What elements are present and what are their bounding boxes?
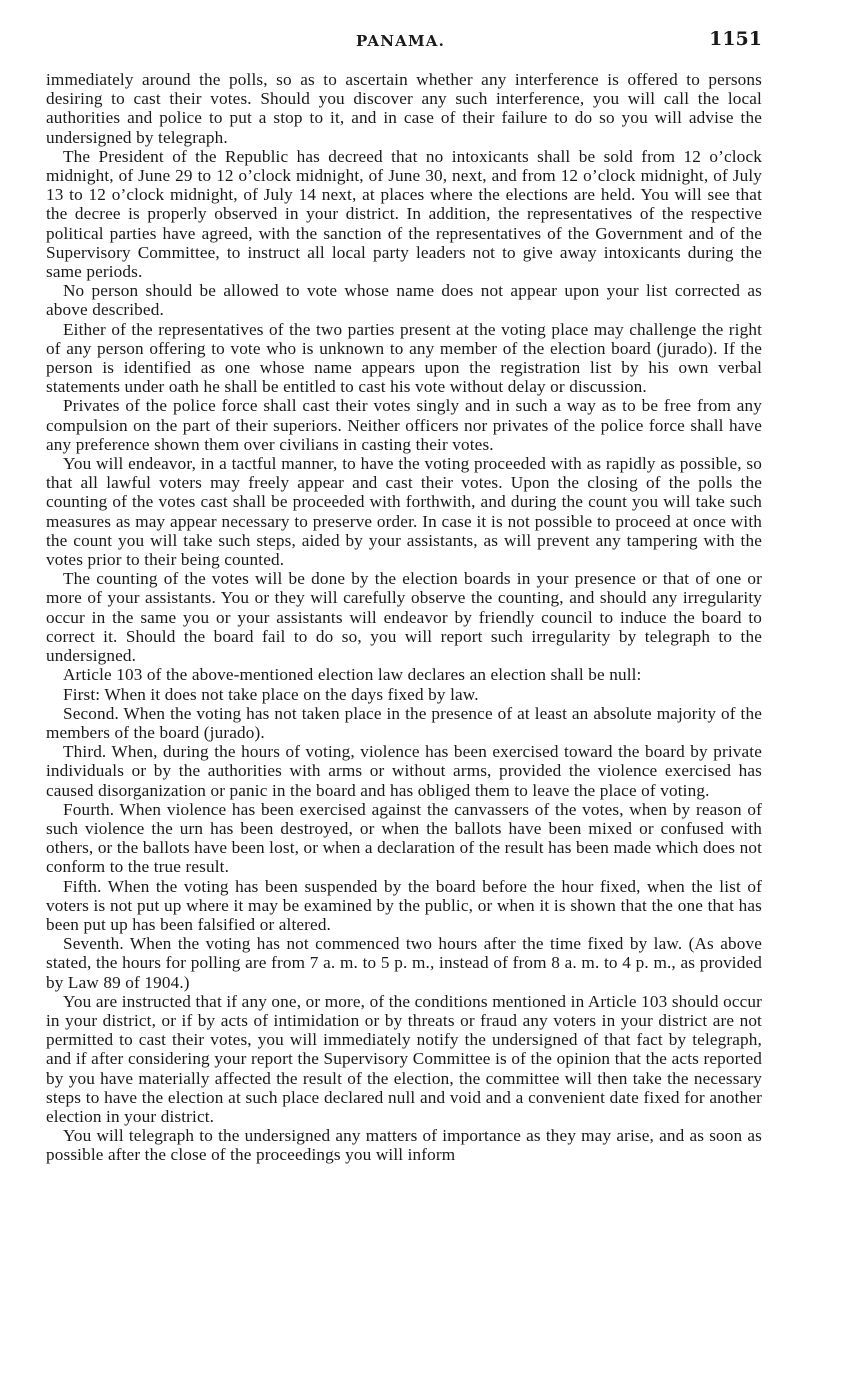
paragraph-fifth: Fifth. When the voting has been suspended by the board before the hour fixed, when the list of voters is not put up where it may be examined by the public, or when it is shown that the one that has been put up has been falsified or altered. (46, 876, 762, 934)
paragraph-intoxicants: The President of the Republic has decreed that no intoxicants shall be sold from 12 o’clock midnight, of June 29 to 12 o’clock midnight, of June 30, next, and from 12 o’clock midnight, of July 13 to 12 o’clock midnight, of July 14 next, at places where the elections are held. You will see that the decree is properly observed in your district. In addition, the representatives of the respective political parties have agreed, with the sanction of the representatives of the Government and of the Supervisory Committee, to instruct all local party leaders not to give away intoxicants during the same periods. (46, 146, 762, 282)
paragraph-telegraph: You will telegraph to the undersigned any matters of importance as they may arise, and as soon as possible after the close of the proceedings you will inform (46, 1126, 762, 1165)
page-header (46, 28, 762, 54)
paragraph-third: Third. When, during the hours of voting, violence has been exercised toward the board by private individuals or by the authorities with arms or without arms, provided the violence exercised has caused disorganization or panic in the board and has obliged them to leave the place of voting. (46, 742, 762, 800)
paragraph-counting: The counting of the votes will be done by the election boards in your presence or that of one or more of your assistants. You or they will carefully observe the counting, and should any irregularity occur in the same you or your assistants will endeavor by friendly council to induce the board to correct it. Should the board fail to do so, you will report such irregularity by telegraph to the undersigned. (46, 569, 762, 666)
paragraph-police: Privates of the police force shall cast their votes singly and in such a way as to be free from any compulsion on the part of their superiors. Neither officers nor privates of the police force shall have any preference shown them over civilians in casting their votes. (46, 396, 762, 454)
paragraph-seventh: Seventh. When the voting has not commenced two hours after the time fixed by law. (As above stated, the hours for polling are from 7 a. m. to 5 p. m., instead of from 8 a. m. to 4 p. m., as provided by Law 89 of 1904.) (46, 934, 762, 992)
paragraph-instructions: You are instructed that if any one, or more, of the conditions mentioned in Article 103 should occur in your district, or if by acts of intimidation or by threats or fraud any voters in your district are not permitted to cast their votes, you will immediately notify the undersigned of that fact by telegraph, and if after considering your report the Supervisory Committee is of the opinion that the acts reported by you have materially affected the result of the election, the committee will then take the necessary steps to have the election at such place declared null and void and a convenient date fixed for another election in your district. (46, 991, 762, 1126)
paragraph-voting-speed: You will endeavor, in a tactful manner, to have the voting proceeded with as rapidly as possible, so that all lawful voters may freely appear and cast their votes. Upon the closing of the polls the counting of the votes cast shall be proceeded with forthwith, and during the count you will take such measures as may appear necessary to preserve order. In case it is not possible to proceed at once with the count you will take such steps, aided by your assistants, as will prevent any tampering with the votes prior to their being counted. (46, 454, 762, 570)
body-text (46, 70, 762, 1165)
paragraph-continuation: immediately around the polls, so as to ascertain whether any interference is offered to persons desiring to cast their votes. Should you discover any such interference, you will call the local authorities and police to put a stop to it, and in case of their failure to do so you will advise the undersigned by telegraph. (46, 70, 762, 147)
paragraph-second: Second. When the voting has not taken place in the presence of at least an absolute majority of the members of the board (jurado). (46, 703, 762, 742)
document-page (46, 28, 762, 1165)
paragraph-first: First: When it does not take place on the days fixed by law. (63, 684, 479, 704)
page-number: 1151 (709, 28, 762, 50)
paragraph-list: No person should be allowed to vote whose name does not appear upon your list corrected as above described. (46, 281, 762, 320)
paragraph-challenge: Either of the representatives of the two parties present at the voting place may challenge the right of any person offering to vote who is unknown to any member of the election board (jurado). If the person is identified as one whose name appears upon the registration list by his own verbal statements under oath he shall be entitled to cast his vote without delay or discussion. (46, 319, 762, 397)
paragraph-article-103: Article 103 of the above-mentioned election law declares an election shall be null: (63, 665, 642, 685)
paragraph-fourth: Fourth. When violence has been exercised against the canvassers of the votes, when by reason of such violence the urn has been destroyed, or when the ballots have been mixed or confused with others, or the ballots have been lost, or when a declaration of the result has been made which does not conform to the true result. (46, 799, 762, 877)
running-title: PANAMA. (356, 32, 446, 50)
